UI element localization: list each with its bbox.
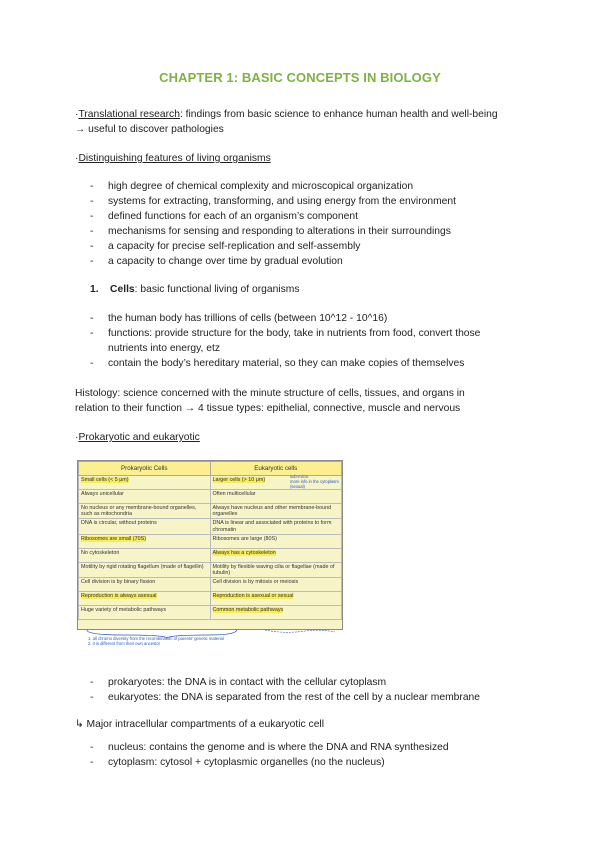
list-item: - prokaryotes: the DNA is in contact with the cellular cytoplasm [90,677,387,688]
translational-definition: : findings from basic science to enhance human health and well-being [179,109,498,120]
histology-line2: relation to their function → 4 tissue types: epithelial, connective, muscle and nervous [75,403,461,414]
histology-line1: Histology: science concerned with the minute structure of cells, tissues, and organs in [75,388,465,399]
list-item: - high degree of chemical complexity and microscopical organization [90,181,414,192]
list-item: - functions: provide structure for the body, take in nutrients from food, convert those [90,327,481,339]
list-item: - a capacity to change over time by gradual evolution [90,255,343,267]
handwritten-side-note: sub-micro more info in the cytoplasm (sexual) [290,474,339,489]
list-item: - systems for extracting, transforming, and using energy from the environment [90,195,456,207]
table-row: Small cells (< 5 μm) Larger cells (> 10 μm) [79,476,342,490]
list-item: - contain the body’s hereditary material, so they can make copies of themselves [90,357,465,369]
bullet-dot: · [75,432,79,443]
cells-definition: : basic functional living of organisms [134,284,300,295]
features-heading-text: Distinguishing features of living organisms [78,153,271,164]
compartments-heading [75,717,324,732]
list-item: - cytoplasm: cytosol + cytoplasmic organelles (no the nucleus) [90,756,385,768]
translational-term: Translational research [78,109,180,120]
list-item: - defined functions for each of an organism’s component [90,210,358,222]
list-item: - the human body has trillions of cells (between 10^12 - 10^16) [90,313,388,324]
cells-heading [90,284,300,295]
prok-euk-heading-text: Prokaryotic and eukaryotic [78,432,200,443]
table-row: Motility by rigid rotating flagellum (made of flagellin) Motility by flexible waving cilia or flagellae (made of tubulin) [79,562,342,577]
table-header-eukaryotic: Eukaryotic cells [210,462,342,476]
arrow-icon: ↳ [75,719,84,730]
histology-paragraph [75,386,465,416]
list-item: - mechanisms for sensing and responding to alterations in their surroundings [90,225,451,237]
list-item: nutrients into energy, etz [108,342,220,354]
cells-list [90,312,480,372]
table-row: No cytoskeleton Always has a cytoskeleton [79,548,342,562]
features-heading [75,151,271,166]
footnote-1: 1. all chromo diversity from the recombination of parents' genetic material [88,636,224,641]
translational-paragraph [75,107,545,137]
table-header-prokaryotic: Prokaryotic Cells [79,462,211,476]
compartments-heading-text: Major intracellular compartments of a eukaryotic cell [86,719,325,730]
table-row: Cell division is by binary fission Cell division is by mitosis or meiosis [79,578,342,592]
dna-list [90,676,480,706]
table-row: Huge variety of metabolic pathways Common metabolic pathways [79,606,342,620]
table-footnotes [88,636,288,656]
list-item: - a capacity for precise self-replication and self-assembly [90,240,361,252]
table-row: Reproduction is always asexual Reproduction is asexual or sexual [79,592,342,606]
table-row: DNA is circular, without proteins DNA is linear and associated with proteins to form chromatin [79,519,342,534]
compartments-list [90,741,449,771]
translational-line2: → useful to discover pathologies [75,124,224,135]
list-item: - eukaryotes: the DNA is separated from the rest of the cell by a nuclear membrane [90,691,481,703]
table-row: Ribosomes are small (70S) Ribosomes are large (80S) [79,534,342,548]
list-item: - nucleus: contains the genome and is where the DNA and RNA synthesized [90,742,449,753]
bullet-dot: · [75,153,79,164]
prok-euk-heading [75,430,200,445]
cells-number: 1. [90,284,99,295]
cells-term: Cells [110,284,135,295]
table-row: No nucleus or any membrane-bound organelles, such as mitochondria Always have nucleus and other membrane-bound organelles [79,504,342,519]
chapter-title: CHAPTER 1: BASIC CONCEPTS IN BIOLOGY [159,70,441,85]
table-row: Always unicellular Often multicellular [79,490,342,504]
bullet-dot: · [75,109,79,120]
features-list [90,180,456,269]
footnote-2: 2. it is different from their own ancestor [88,641,161,646]
